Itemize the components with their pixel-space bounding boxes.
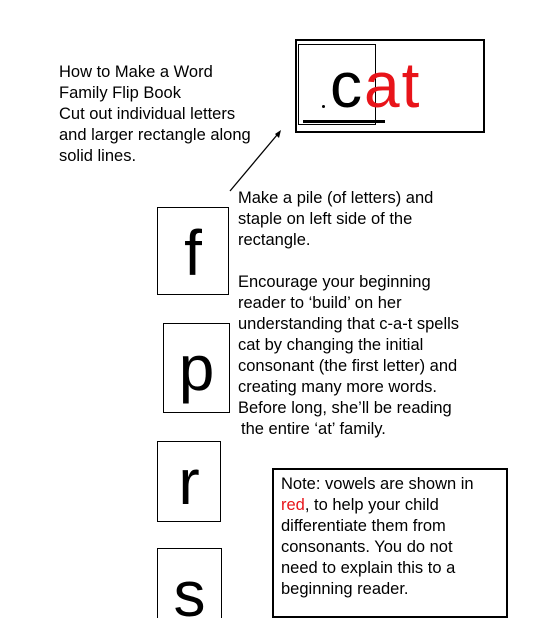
- letter-card-p: [163, 323, 230, 413]
- note-line: beginning reader.: [281, 580, 409, 598]
- note-line: need to explain this to a: [281, 559, 456, 577]
- letter-card-f: [157, 207, 229, 295]
- note-line: consonants. You do not: [281, 538, 453, 556]
- letter-card-label: p: [178, 332, 215, 404]
- instructions-line: creating many more words.: [238, 378, 437, 396]
- letter-card-label: s: [173, 558, 206, 618]
- note-line: differentiate them from: [281, 517, 446, 535]
- paragraph-gap: [238, 251, 508, 272]
- intro-line: solid lines.: [59, 147, 137, 165]
- instructions-line: cat by changing the initial: [238, 336, 424, 354]
- instructions-line: understanding that c-a-t spells: [238, 315, 460, 333]
- instructions-line: Encourage your beginning: [238, 273, 431, 291]
- staple-dot: [322, 105, 325, 108]
- instructions-line: consonant (the first letter) and: [238, 357, 458, 375]
- pointer-arrow: [225, 125, 285, 195]
- instructions-text: [238, 188, 508, 440]
- sample-word-first-letter: c: [330, 49, 364, 121]
- instructions-line: reader to ‘build’ on her: [238, 294, 402, 312]
- intro-line: How to Make a Word: [59, 63, 213, 81]
- intro-line: and larger rectangle along: [59, 126, 251, 144]
- note-line: Note: vowels are shown in: [281, 475, 474, 493]
- intro-line: Cut out individual letters: [59, 105, 236, 123]
- letter-card-s: [157, 548, 222, 618]
- letter-card-r: [157, 441, 221, 522]
- note-red-word: red: [281, 496, 305, 514]
- letter-card-label: r: [178, 446, 200, 518]
- intro-line: Family Flip Book: [59, 84, 181, 102]
- sample-word: [330, 50, 421, 120]
- instructions-line: the entire ‘at’ family.: [241, 420, 386, 438]
- note-line-rest: , to help your child: [304, 496, 439, 514]
- note-line: [281, 495, 506, 516]
- instructions-line: Before long, she’ll be reading: [238, 399, 452, 417]
- note-text: [281, 474, 506, 600]
- sample-word-ending: at: [364, 49, 422, 121]
- instructions-line: Make a pile (of letters) and: [238, 189, 434, 207]
- instructions-line: rectangle.: [238, 231, 311, 249]
- instructions-line: staple on left side of the: [238, 210, 413, 228]
- letter-card-label: f: [184, 217, 202, 289]
